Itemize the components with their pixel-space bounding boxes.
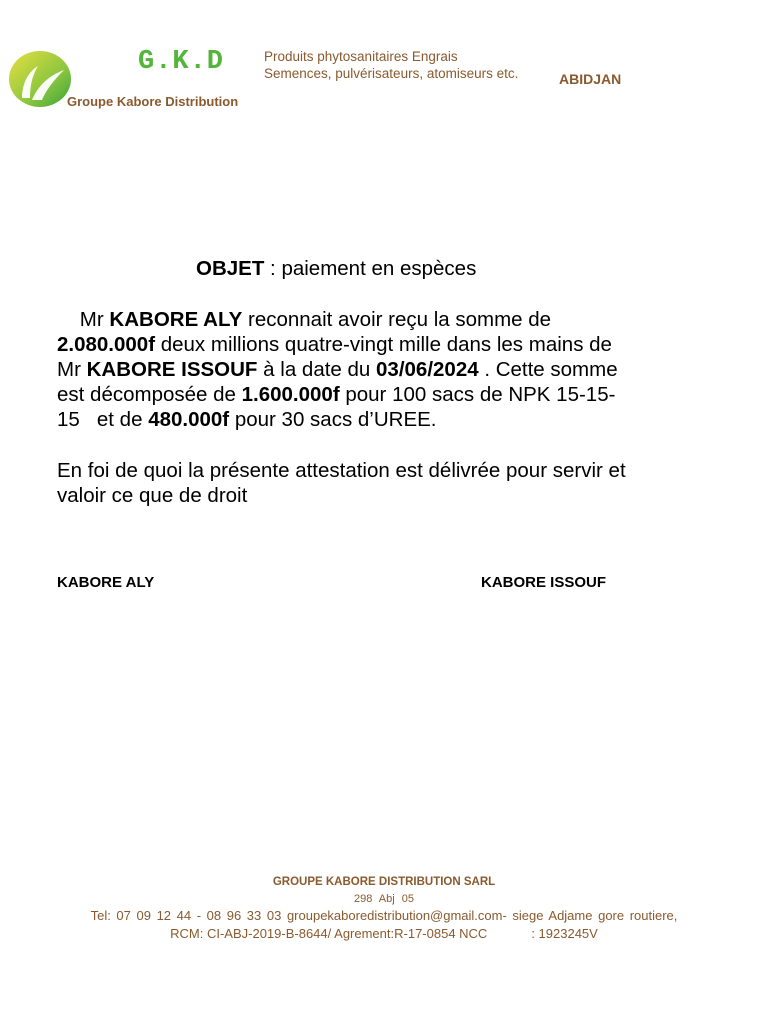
text-fragment: Mr xyxy=(79,308,110,331)
company-name: Groupe Kabore Distribution xyxy=(67,94,239,109)
footer-registration xyxy=(0,926,768,941)
receipt-line-2 xyxy=(57,332,717,357)
text-fragment: Mr xyxy=(57,358,87,381)
text-fragment: pour 30 sacs d’UREE. xyxy=(229,408,437,431)
text-fragment: reconnait avoir reçu la somme de xyxy=(242,308,552,331)
uree-amount: 480.000f xyxy=(148,408,230,431)
subject-text: : paiement en espèces xyxy=(264,257,477,280)
subject-line xyxy=(196,257,476,281)
attestation-paragraph xyxy=(57,458,717,508)
footer-address: 298 Abj 05 xyxy=(354,893,414,905)
receipt-line-4 xyxy=(57,382,717,407)
footer-rcm: RCM: CI-ABJ-2019-B-8644/ Agrement:R-17-0854 NCC xyxy=(170,926,488,941)
products-description xyxy=(264,48,518,82)
brand-title: G.K.D xyxy=(138,47,225,77)
text-fragment: est décomposée de xyxy=(57,383,242,406)
leaf-logo-icon xyxy=(8,50,72,108)
city-label: ABIDJAN xyxy=(559,71,622,87)
signature-left: KABORE ALY xyxy=(57,574,155,591)
recipient-name: KABORE ISSOUF xyxy=(86,358,258,381)
total-amount: 2.080.000f xyxy=(57,333,156,356)
text-fragment: à la date du xyxy=(257,358,377,381)
receipt-line-3 xyxy=(57,357,717,382)
subject-label: OBJET xyxy=(196,257,265,280)
products-line-1: Produits phytosanitaires Engrais xyxy=(264,49,458,64)
attestation-line-2: valoir ce que de droit xyxy=(57,484,248,507)
receipt-date: 03/06/2024 xyxy=(376,358,479,381)
footer-company: GROUPE KABORE DISTRIBUTION SARL xyxy=(272,876,496,888)
text-fragment: deux millions quatre-vingt mille dans les mains de xyxy=(155,333,612,356)
text-fragment: . Cette somme xyxy=(478,358,618,381)
products-line-2: Semences, pulvérisateurs, atomiseurs etc. xyxy=(264,66,519,81)
payer-name: KABORE ALY xyxy=(109,308,243,331)
signature-right: KABORE ISSOUF xyxy=(481,574,607,591)
npk-amount: 1.600.000f xyxy=(241,383,340,406)
receipt-line-5 xyxy=(57,407,717,432)
receipt-line-1 xyxy=(57,307,717,332)
receipt-paragraph xyxy=(57,307,717,432)
text-fragment: 15 et de xyxy=(57,408,149,431)
text-fragment: pour 100 sacs de NPK 15-15- xyxy=(339,383,616,406)
footer-ncc: : 1923245V xyxy=(531,926,598,941)
footer-contact: Tel: 07 09 12 44 - 08 96 33 03 groupekaboredistribution@gmail.com- siege Adjame gore routiere, xyxy=(90,908,678,923)
attestation-line-1: En foi de quoi la présente attestation est délivrée pour servir et xyxy=(57,459,626,482)
